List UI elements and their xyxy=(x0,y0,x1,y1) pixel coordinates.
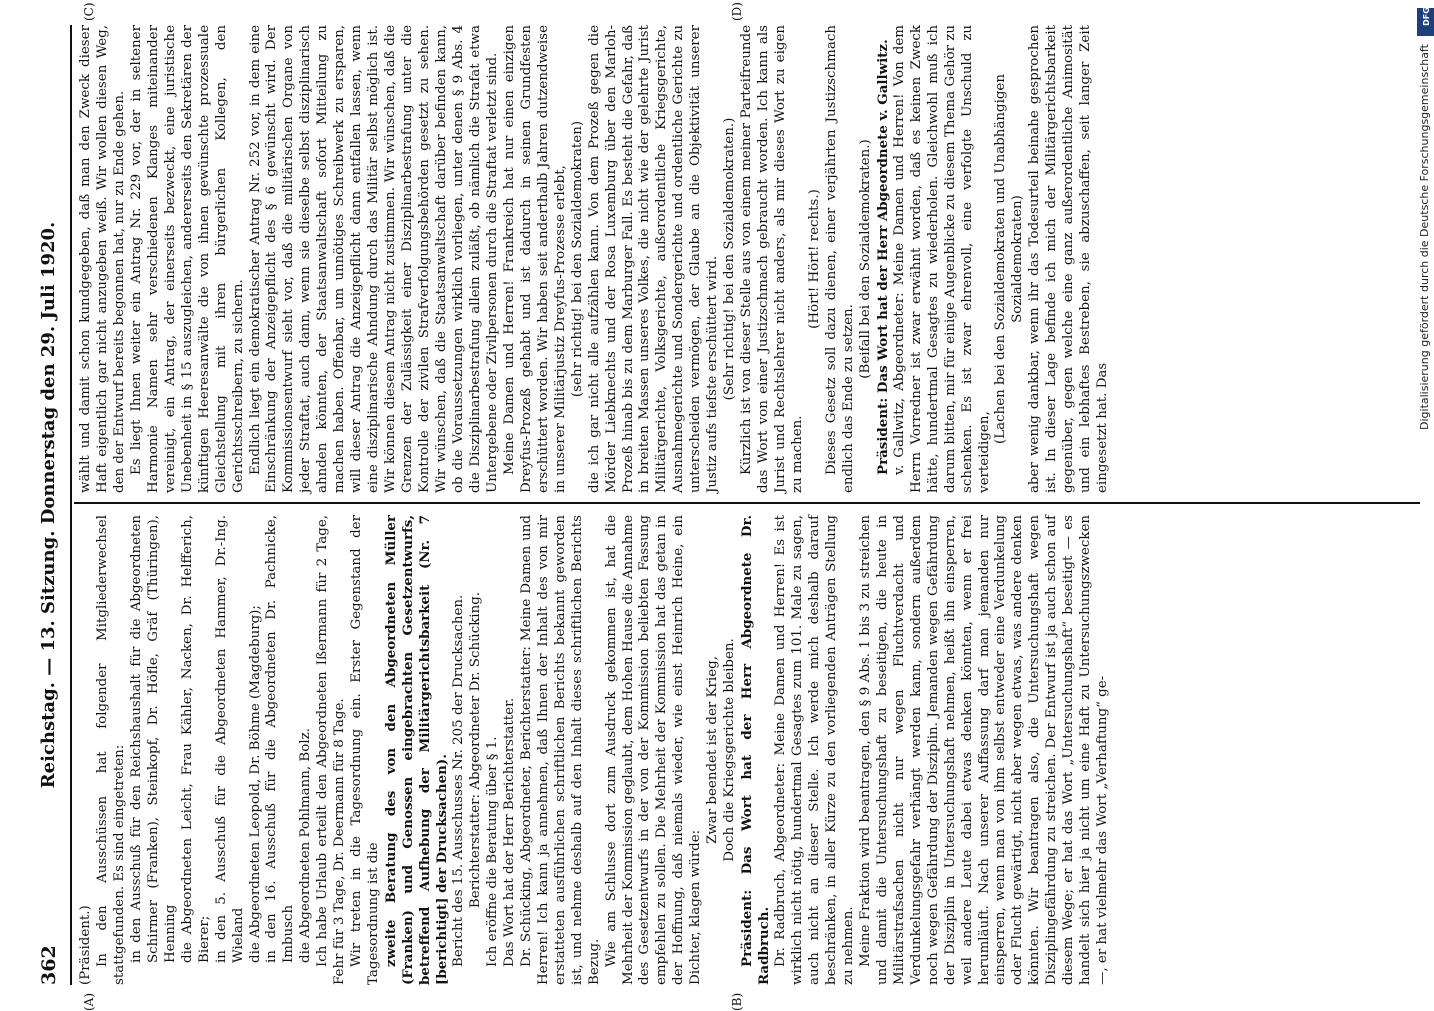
margin-mark-a: (A) xyxy=(82,992,96,1011)
interjection: (Sehr richtig! bei den Sozialdemokraten.) xyxy=(722,117,738,401)
paragraph: Ich eröffne die Beratung über § 1. xyxy=(484,736,500,967)
dfg-logo-text: DFG xyxy=(1421,7,1431,26)
right-column xyxy=(78,25,1112,493)
paragraph: die Abgeordneten Pohlmann, Bolz. xyxy=(298,728,314,963)
paragraph: Bericht des 15. Ausschusses Nr. 205 der Drucksachen. xyxy=(450,594,466,967)
president-remark: Präsident: Das Wort hat der Herr Abgeordnete Dr. Radbruch. xyxy=(739,515,773,985)
paragraph: Wir treten in die Tagesordnung ein. Erster Gegenstand der Tagesordnung ist die xyxy=(349,515,382,985)
left-column xyxy=(78,515,1112,985)
paragraph: die Abgeordneten Leicht, Frau Kähler, Nacken, Dr. Helfferich, Bierer; xyxy=(179,515,212,963)
speech-gallwitz: v. Gallwitz, Abgeordneter: Meine Damen und Herren! Von dem Herrn Vorredner ist zwar erwähnt worden, daß es keinen Zweck hätte, hundertmal Gesagtes zu wiederholen. Gleichwohl muß ich darum bitten, mir für einige Augenblicke zu diesem Thema Gehör zu schenken. Es ist zwar ehrenvoll, eine verfolgte Unschuld zu verteidigen, xyxy=(891,25,992,493)
paragraph: in den Ausschuß für den Reichshaushalt für die Abgeordneten Schirmer (Franken), Steinkopf, Dr. Höfle, Gräf (Thüringen), Henning xyxy=(128,515,178,963)
dfg-logo xyxy=(1417,8,1434,36)
speech-radbruch: Dr. Radbruch, Abgeordneter: Meine Damen und Herren! Es ist wirklich nicht nötig, hundertmal Gesagtes zum 101. Male zu sagen, auch nicht an dieser Stelle. Ich werde mich deshalb darauf beschränken, in aller Kürze zu den vorliegenden Anträgen Stellung zu nehmen. xyxy=(773,515,856,985)
paragraph: Berichterstatter: Abgeordneter Dr. Schücking. xyxy=(467,591,483,909)
speech-schuecking: Dr. Schücking, Abgeordneter, Berichterstatter: Meine Damen und Herren! Ich kann ja annehmen, daß Ihnen der Inhalt des von mir erstatteten ausführlichen schriftlichen Berichts bekannt geworden ist, und nehme deshalb auf den Inhalt dieses schriftlichen Berichts Bezug. xyxy=(518,515,602,985)
paragraph: Ich habe Urlaub erteilt den Abgeordneten Ißermann für 2 Tage, Fehr für 3 Tage, Dr. Deermann für 8 Tage. xyxy=(315,515,348,985)
page-running-title: Reichstag. — 13. Sitzung. Donnerstag den 29. Juli 1920. xyxy=(38,221,59,789)
paragraph: Meine Damen und Herren! Frankreich hat nur einen einzigen Dreyfus-Prozeß gehabt und ist dadurch in seinen Grundfesten erschüttert worden. Wir haben seit anderthalb Jahren dutzendweise in unserer Militärjustiz Dreyfus-Prozesse erlebt, xyxy=(501,25,568,493)
paragraph: in den 5. Ausschuß für die Abgeordneten Hammer, Dr.-Ing. Wieland xyxy=(213,515,246,963)
page-number: 362 xyxy=(38,945,60,985)
column-divider xyxy=(74,502,1420,504)
page-header xyxy=(30,25,72,985)
paragraph: Meine Fraktion wird beantragen, den § 9 Abs. 1 bis 3 zu streichen und damit die Untersuchungshaft zu beseitigen, die heute in Militärstrafsachen nicht nur wegen Fluchtverdacht und Verdunkelungsgefahr verhängt werden kann, sondern außerdem noch wegen Gefährdung der Disziplin. Jemanden wegen Gefährdung der Disziplin in Untersuchungshaft nehmen, heißt ihn einsperren, weil andere Leute dabei etwas denken könnten, wenn er frei herumläuft. Nach unserer Auffassung darf man jemanden nur einsperren, wenn man von ihm selbst entweder eine Verdunkelung oder Flucht gewärtigt, nicht aber wegen etwas, was andere denken könnten. Wir beantragen also, die Untersuchungshaft wegen Disziplingefährdung zu streichen. Der Entwurf ist ja auch schon auf diesem Wege; er hat das Wort „Untersuchungshaft“ beseitigt — es handelt sich hier ja nicht um eine Haft zu Untersuchungszwecken —, er hat vielmehr das Wort „Verhaftung“ ge- xyxy=(857,515,1111,985)
paragraph: Es liegt Ihnen weiter ein Antrag Nr. 229 vor, der in seltener Harmonie Namen sehr verschiedenen Klanges miteinander vereinigt, ein Antrag, der einerseits bezweckt, eine juristische Unebenheit in § 15 auszugleichen, andererseits den Sekretären der künftigen Heeresanwälte die von ihnen gewünschte prozessuale Gleichstellung mit ihren bürgerlichen Kollegen, den Gerichtsschreibern, zu sichern. xyxy=(128,25,246,493)
paragraph: die ich gar nicht alle aufzählen kann. Von dem Prozeß gegen die Mörder Liebknechts und der Rosa Luxemburg über den Marloh-Prozeß hinab bis zu dem Marburger Fall. Es besteht die Gefahr, daß in breiten Massen unseres Volkes, die nicht wie der gelehrte Jurist Militärgerichte, Volksgerichte, außerordentliche Kriegsgerichte, Ausnahmegerichte und Sondergerichte und ordentliche Gerichte zu unterscheiden vermögen, der Glaube an die Objektivität unserer Justiz aufs tiefste erschüttert wird. xyxy=(586,25,721,493)
paragraph: in den 16. Ausschuß für die Abgeordneten Dr. Pachnicke, Imbusch xyxy=(264,515,297,963)
margin-mark-b: (B) xyxy=(730,992,744,1011)
digitisation-credit: Digitalisierung gefördert durch die Deutsche Forschungsgemeinschaft xyxy=(1418,44,1431,430)
interjection: (Hört! Hört! rechts.) xyxy=(806,189,822,329)
paragraph: die Abgeordneten Leopold, Dr. Böhme (Magdeburg); xyxy=(247,605,263,963)
agenda-item-title: zweite Beratung des von den Abgeordneten Müller (Franken) und Genossen eingebrachten Gesetzentwurfs, betreffend Aufhebung der Militärgerichtsbarkeit (Nr. 7 [berichtigt] der Drucksachen). xyxy=(383,515,451,985)
paragraph: In den Ausschüssen hat folgender Mitgliederwechsel stattgefunden. Es sind eingetreten: xyxy=(94,515,127,985)
paragraph: Endlich liegt ein demokratischer Antrag Nr. 252 vor, in dem eine Einschränkung der Anzeigepflicht des § 6 gewünscht wird. Der Kommissionsentwurf sieht vor, daß die militärischen Organe von jeder Straftat, auch dann, wenn sie dieselbe selbst disziplinarisch ahnden könnten, der Staatsanwaltschaft sofort Mitteilung zu machen haben. Offenbar, um unnötiges Schreibwerk zu ersparen, will dieser Antrag die Anzeigepflicht dann entfallen lassen, wenn eine disziplinarische Ahndung durch das Militär selbst möglich ist. Wir können diesem Antrag nicht zustimmen. Wir wünschen, daß die Grenzen der Zulässigkeit einer Disziplinarbestrafung unter die Kontrolle der zivilen Strafverfolgungsbehörden gesetzt zu sehen. Wir wünschen, daß die Staatsanwaltschaft darüber befinden kann, ob die Voraussetzungen wirklich vorliegen, unter denen § 9 Abs. 4 die Disziplinarbestrafung allein zuläßt, ob nämlich die Strafat etwa Untergebene oder Zivilpersonen durch die Straftat verletzt sind. xyxy=(247,25,500,493)
margin-mark-d: (D) xyxy=(730,2,744,21)
interjection: (Beifall bei den Sozialdemokraten.) xyxy=(857,139,873,379)
paragraph: Dieses Gesetz soll dazu dienen, einer verjährten Justizschmach endlich das Ende zu setzen. xyxy=(823,25,856,493)
paragraph: Wie am Schlusse dort zum Ausdruck gekommen ist, hat die Mehrheit der Kommission geglaubt, dem Hohen Hause die Annahme des Gesetzentwurfs in der von der Kommission beliebten Fassung empfehlen zu sollen. Die Mehrheit der Kommission hat das getan in der Hoffnung, daß niemals wieder, wie einst Heinrich Heine, ein Dichter, klagen würde: xyxy=(603,515,704,985)
paragraph: Kürzlich ist von dieser Stelle aus von einem meiner Parteifreunde das Wort von einer Justizschmach gebraucht worden. Ich kann als Jurist und Rechtslehrer nicht anders, als mir dieses Wort zu eigen zu machen. xyxy=(739,25,806,493)
interjection: (sehr richtig! bei den Sozialdemokraten) xyxy=(569,120,585,398)
paragraph: (Präsident.) xyxy=(78,905,93,985)
paragraph: Das Wort hat der Herr Berichterstatter. xyxy=(501,697,517,967)
margin-mark-c: (C) xyxy=(82,2,96,21)
verse-line: Doch die Kriegsgerichte bleiben. xyxy=(722,638,738,862)
president-remark: Präsident: Das Wort hat der Herr Abgeordnete v. Gallwitz. xyxy=(874,39,891,475)
paragraph: aber wenig dankbar, wenn ihr das Todesurteil beinahe gesprochen ist. In dieser Lage befinde ich mich der Militärgerichtsbarkeit gegenüber, gegen welche eine ganz außerordentliche Animosität und ein lebhaftes Bestreben, sie abzuschaffen, seit langer Zeit eingesetzt hat. Das xyxy=(1027,25,1111,493)
verse-line: Zwar beendet ist der Krieg, xyxy=(705,656,721,844)
paragraph: wählt und damit schon kundgegeben, daß man den Zweck dieser Haft eigentlich gar nicht anzugeben weiß. Wir wollen diesen Weg, den der Entwurf bereits begonnen hat, nur zu Ende gehen. xyxy=(78,25,127,493)
interjection: (Lachen bei den Sozialdemokraten und Unabhängigen Sozialdemokraten) xyxy=(993,74,1026,444)
document-page xyxy=(30,2,1420,1011)
